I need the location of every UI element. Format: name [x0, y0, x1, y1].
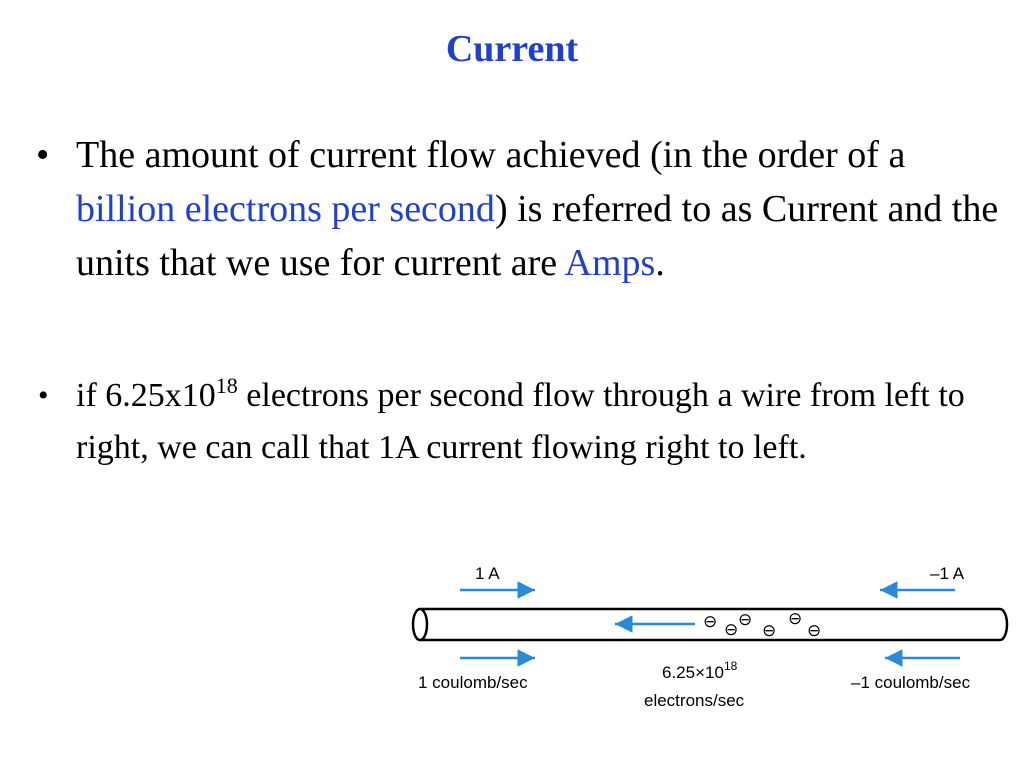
- bullet-electron-flow: [38, 370, 1001, 474]
- label-minus-1a: –1 A: [930, 564, 965, 583]
- wire-current-diagram: [400, 552, 1020, 762]
- label-electrons-per-sec: electrons/sec: [644, 691, 745, 710]
- bullet-marker: •: [38, 379, 49, 412]
- bullet-marker: •: [36, 134, 50, 176]
- bullet-current-definition: [36, 128, 1001, 290]
- highlight-amps: Amps: [564, 242, 656, 284]
- electron-icon: ⊖: [724, 620, 739, 639]
- electron-icon: ⊖: [807, 621, 822, 640]
- electron-icon: ⊖: [738, 610, 753, 629]
- electrons: [703, 609, 821, 640]
- bullet-text: The amount of current flow achieved (in the order of a: [76, 134, 906, 176]
- bullet-text: ) is referred to as Current and the units that we use for current are: [76, 188, 999, 284]
- label-electron-rate: [662, 659, 738, 682]
- electron-icon: ⊖: [762, 621, 777, 640]
- label-1a: 1 A: [475, 564, 500, 583]
- label-electron-rate-base: 6.25×10: [662, 663, 724, 682]
- bullet-text: if 6.25x10: [76, 377, 216, 414]
- highlight-billion-electrons: billion electrons per second: [76, 188, 495, 230]
- slide-title: Current: [445, 28, 579, 70]
- electron-icon: ⊖: [703, 612, 718, 631]
- bullet-text: electrons per second flow through a wire from left to right, we can call that 1A current flowing right to left.: [76, 377, 965, 466]
- label-minus-1-coulomb-sec: –1 coulomb/sec: [851, 673, 971, 692]
- wire-right-end: [1000, 609, 1007, 640]
- exponent: 18: [215, 373, 238, 398]
- bullet-text: .: [655, 242, 665, 284]
- electron-icon: ⊖: [788, 609, 803, 628]
- label-electron-rate-exp: 18: [723, 659, 738, 673]
- label-1-coulomb-sec: 1 coulomb/sec: [418, 673, 528, 692]
- wire-left-end: [413, 609, 427, 640]
